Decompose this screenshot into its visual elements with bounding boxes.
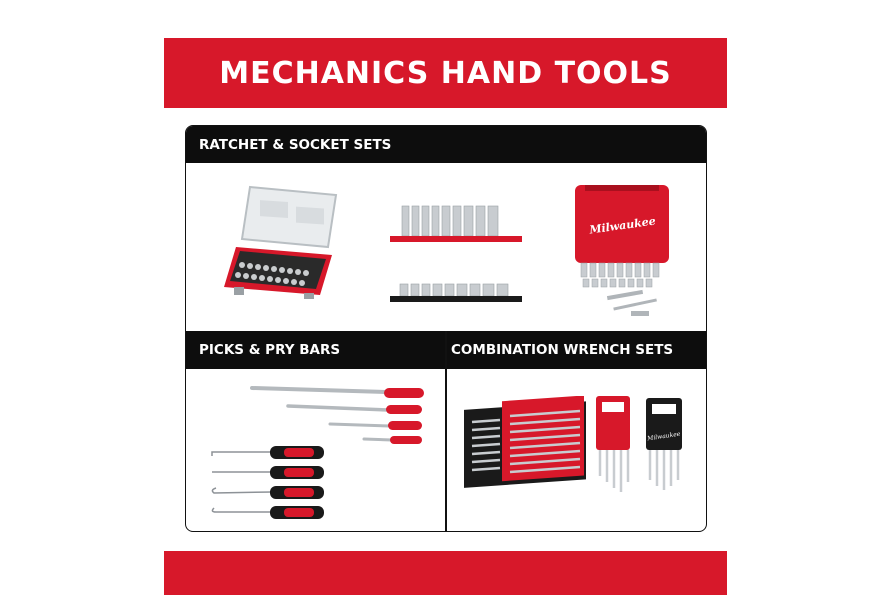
title-banner	[164, 38, 727, 108]
section-title: COMBINATION WRENCH SETS	[451, 342, 674, 358]
socket-rail-sets-image[interactable]	[386, 202, 526, 308]
section-divider	[445, 331, 447, 531]
combination-wrench-sets-image[interactable]	[462, 396, 692, 496]
milwaukee-logo: Milwaukee	[588, 214, 657, 237]
socket-case-kit-image[interactable]	[571, 183, 681, 323]
pry-bars-and-picks-image[interactable]	[206, 384, 431, 519]
milwaukee-logo: Milwaukee	[646, 430, 681, 443]
section-header-combination-wrench-sets	[446, 331, 706, 369]
section-title: PICKS & PRY BARS	[199, 342, 341, 358]
page-title: MECHANICS HAND TOOLS	[219, 55, 672, 91]
footer-banner	[164, 551, 727, 595]
section-header-ratchet-socket-sets	[186, 126, 706, 163]
section-header-picks-pry-bars	[186, 331, 446, 369]
product-category-card	[185, 125, 707, 532]
section-title: RATCHET & SOCKET SETS	[199, 136, 392, 153]
packout-socket-kit-image[interactable]	[216, 183, 344, 303]
